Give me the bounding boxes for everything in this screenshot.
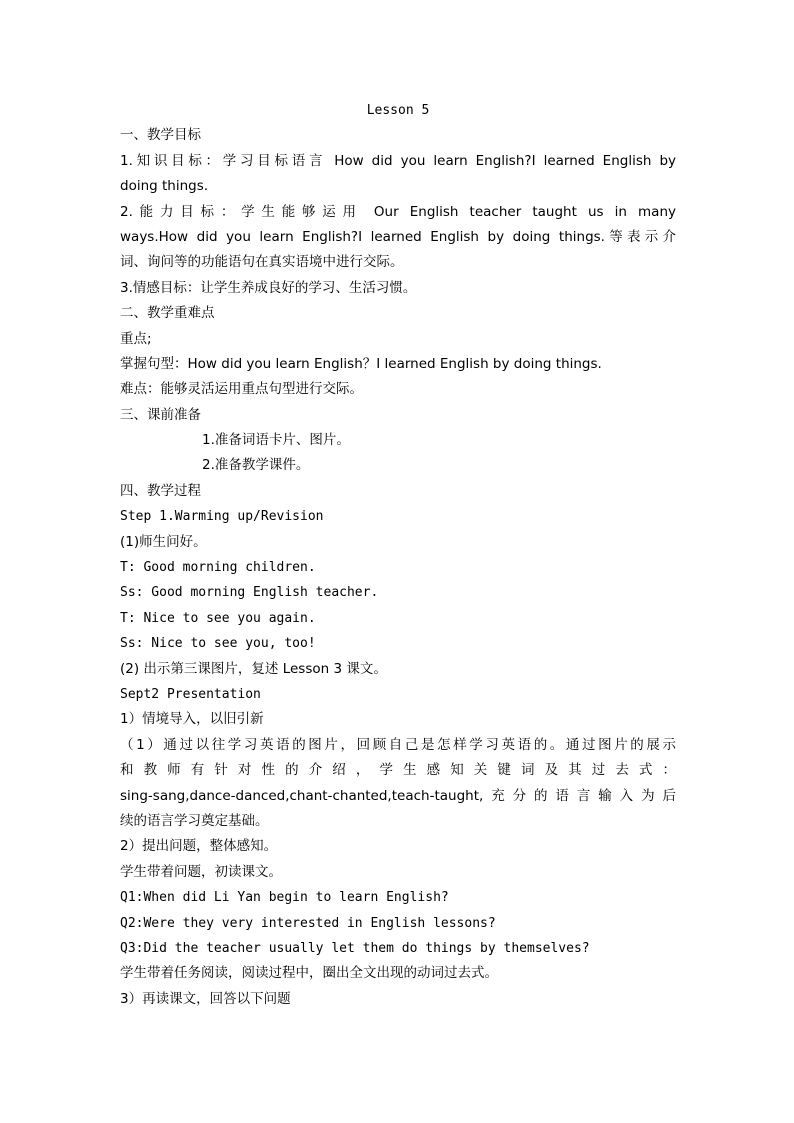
- section-heading-preparation: 三、课前准备: [120, 406, 201, 423]
- paragraph-line: 3）再读课文，回答以下问题: [120, 990, 291, 1007]
- dialogue-line: T: Good morning children.: [120, 560, 316, 576]
- section-heading-objectives: 一、教学目标: [120, 127, 201, 144]
- dialogue-line: T: Nice to see you again.: [120, 610, 316, 626]
- paragraph-line: 学生带着问题，初读课文。: [120, 863, 282, 880]
- paragraph-line: 1）情境导入，以旧引新: [120, 711, 264, 728]
- paragraph-line: （1）通过以往学习英语的图片，回顾自己是怎样学习英语的。通过图片的展示: [120, 736, 676, 753]
- question-line: Q2:Were they very interested in English lessons?: [120, 915, 496, 931]
- list-item: 1.准备词语卡片、图片。: [202, 432, 350, 449]
- paragraph-line: 学生带着任务阅读，阅读过程中，圈出全文出现的动词过去式。: [120, 965, 498, 982]
- section-heading-key-points: 二、教学重难点: [120, 305, 215, 322]
- paragraph-line: 和教师有针对性的介绍，学生感知关键词及其过去式：: [120, 762, 676, 779]
- document-page: [120, 98, 676, 1012]
- paragraph-line: (2) 出示第三课图片，复述 Lesson 3 课文。: [120, 660, 387, 677]
- paragraph-line: 掌握句型：How did you learn English？I learned English by doing things.: [120, 355, 602, 372]
- paragraph-line: 1.知识目标：学习目标语言 How did you learn English?I learned English by: [120, 152, 676, 169]
- paragraph-line: 词、询问等的功能语句在真实语境中进行交际。: [120, 254, 404, 271]
- dialogue-line: Ss: Nice to see you, too!: [120, 636, 316, 652]
- paragraph-line: doing things.: [120, 178, 209, 195]
- document-title: Lesson 5: [366, 103, 430, 118]
- section-heading-process: 四、教学过程: [120, 482, 201, 499]
- paragraph-line: 3.情感目标：让学生养成良好的学习、生活习惯。: [120, 279, 417, 296]
- paragraph-line: 2.能力目标：学生能够运用 Our English teacher taught us in many: [120, 203, 676, 220]
- step-heading: Sept2 Presentation: [120, 686, 261, 702]
- dialogue-line: Ss: Good morning English teacher.: [120, 585, 379, 601]
- step-heading: Step 1.Warming up/Revision: [120, 509, 324, 525]
- paragraph-line: 难点：能够灵活运用重点句型进行交际。: [120, 381, 363, 398]
- paragraph-line: 重点;: [120, 330, 152, 347]
- paragraph-line: sing-sang,dance-danced,chant-chanted,teach-taught,充分的语言输入为后: [120, 787, 676, 804]
- question-line: Q1:When did Li Yan begin to learn English?: [120, 890, 449, 906]
- paragraph-line: ways.How did you learn English?I learned English by doing things.等表示介: [120, 228, 676, 245]
- paragraph-line: (1)师生问好。: [120, 533, 207, 550]
- paragraph-line: 续的语言学习奠定基础。: [120, 812, 269, 829]
- list-item: 2.准备教学课件。: [202, 457, 310, 474]
- paragraph-line: 2）提出问题，整体感知。: [120, 838, 278, 855]
- question-line: Q3:Did the teacher usually let them do things by themselves?: [120, 940, 590, 956]
